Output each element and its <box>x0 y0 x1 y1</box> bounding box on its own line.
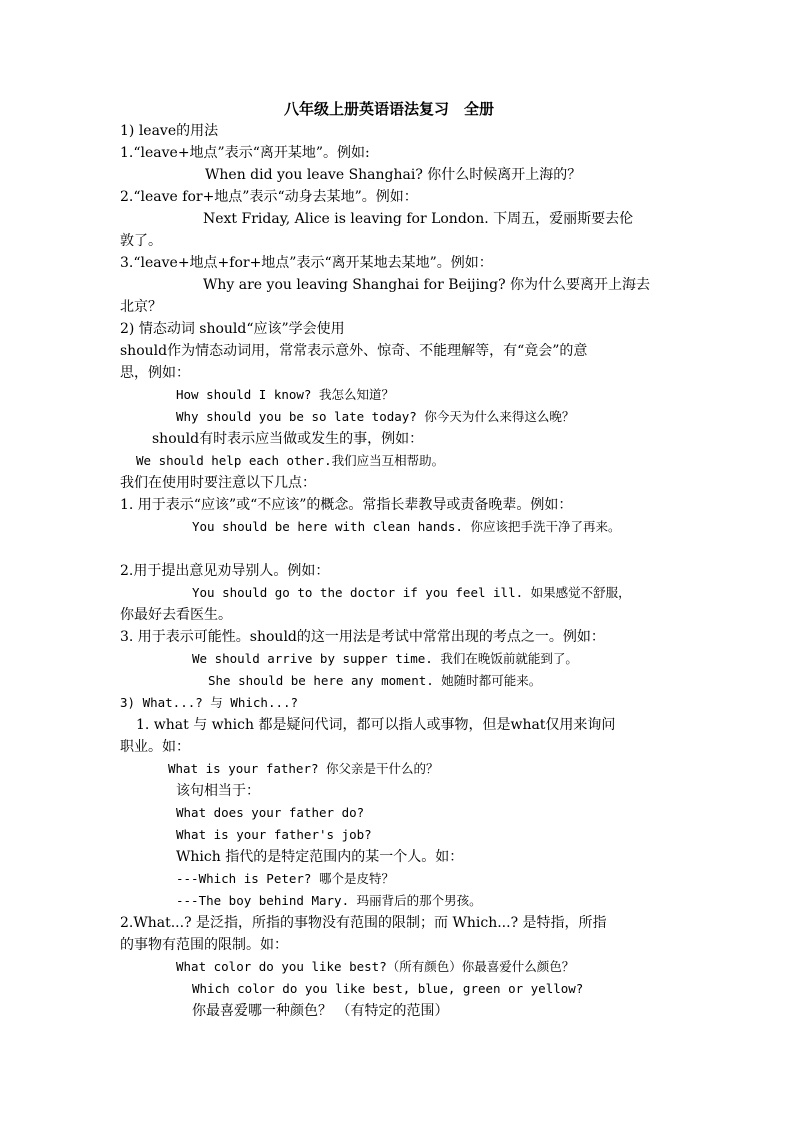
text-line: 敦了。 <box>120 233 162 249</box>
text-line: 3. 用于表示可能性。should的这一用法是考试中常常出现的考点之一。例如： <box>120 629 605 645</box>
example-line: We should help each other.我们应当互相帮助。 <box>136 453 445 468</box>
text-line: 该句相当于： <box>176 783 260 799</box>
text-line: 2.用于提出意见劝导别人。例如： <box>120 563 330 579</box>
example-line: What color do you like best?（所有颜色）你最喜爱什么颜色？ <box>176 959 575 974</box>
text-line: 你最喜爱哪一种颜色？ （有特定的范围） <box>192 1003 449 1019</box>
example-line: What is your father? 你父亲是干什么的？ <box>168 761 439 776</box>
page-title: 八年级上册英语语法复习 全册 <box>284 100 495 118</box>
text-line: Which 指代的是特定范围内的某一个人。如： <box>176 849 464 865</box>
example-line: What does your father do? <box>176 805 365 820</box>
text-line: 1. what 与 which 都是疑问代词，都可以指人或事物，但是what仅用来询问 <box>136 717 616 733</box>
example-line: We should arrive by supper time. 我们在晚饭前就能到了。 <box>192 651 578 666</box>
text-line: should有时表示应当做或发生的事，例如： <box>152 431 424 447</box>
text-line: should作为情态动词用，常常表示意外、惊奇、不能理解等，有“竟会”的意 <box>120 343 588 359</box>
example-line: Why should you be so late today? 你今天为什么来得这么晚？ <box>176 409 575 424</box>
example-line: ---Which is Peter? 哪个是皮特？ <box>176 871 394 886</box>
text-line: 思，例如： <box>120 365 190 381</box>
text-line: 你最好去看医生。 <box>120 607 232 623</box>
text-line: Next Friday, Alice is leaving for London. 下周五，爱丽斯要去伦 <box>203 211 634 227</box>
text-line: 1.“leave+地点”表示“离开某地”。例如: <box>120 145 370 161</box>
section-heading: 3) What...? 与 Which...? <box>120 695 299 710</box>
text-line: 北京？ <box>120 299 162 315</box>
text-line: 1. 用于表示“应该”或“不应该”的概念。常指长辈教导或责备晚辈。例如： <box>120 497 573 513</box>
text-line: 职业。如： <box>120 739 190 755</box>
example-line: Which color do you like best, blue, green or yellow? <box>192 981 584 996</box>
text-line: 1) leave的用法 <box>120 123 219 139</box>
text-line: 我们在使用时要注意以下几点： <box>120 475 316 491</box>
example-line: ---The boy behind Mary. 玛丽背后的那个男孩。 <box>176 893 482 908</box>
text-line: 2.What...? 是泛指，所指的事物没有范围的限制；而 Which...? 是特指，所指 <box>120 915 607 931</box>
example-line: What is your father's job? <box>176 827 372 842</box>
text-line: 2.“leave for+地点”表示“动身去某地”。例如： <box>120 189 418 205</box>
text-line: 的事物有范围的限制。如： <box>120 937 288 953</box>
section-heading: 2) 情态动词 should“应该”学会使用 <box>120 321 345 337</box>
text-line: Why are you leaving Shanghai for Beijing? 你为什么要离开上海去 <box>203 277 651 293</box>
example-line: How should I know? 我怎么知道？ <box>176 387 394 402</box>
example-line: She should be here any moment. 她随时都可能来。 <box>208 673 542 688</box>
example-line: You should go to the doctor if you feel ill. 如果感觉不舒服， <box>192 585 631 600</box>
text-line: When did you leave Shanghai? 你什么时候离开上海的？ <box>205 167 582 183</box>
example-line: You should be here with clean hands. 你应该把手洗干净了再来。 <box>192 519 621 534</box>
text-line: 3.“leave+地点+for+地点”表示“离开某地去某地”。例如： <box>120 255 493 271</box>
